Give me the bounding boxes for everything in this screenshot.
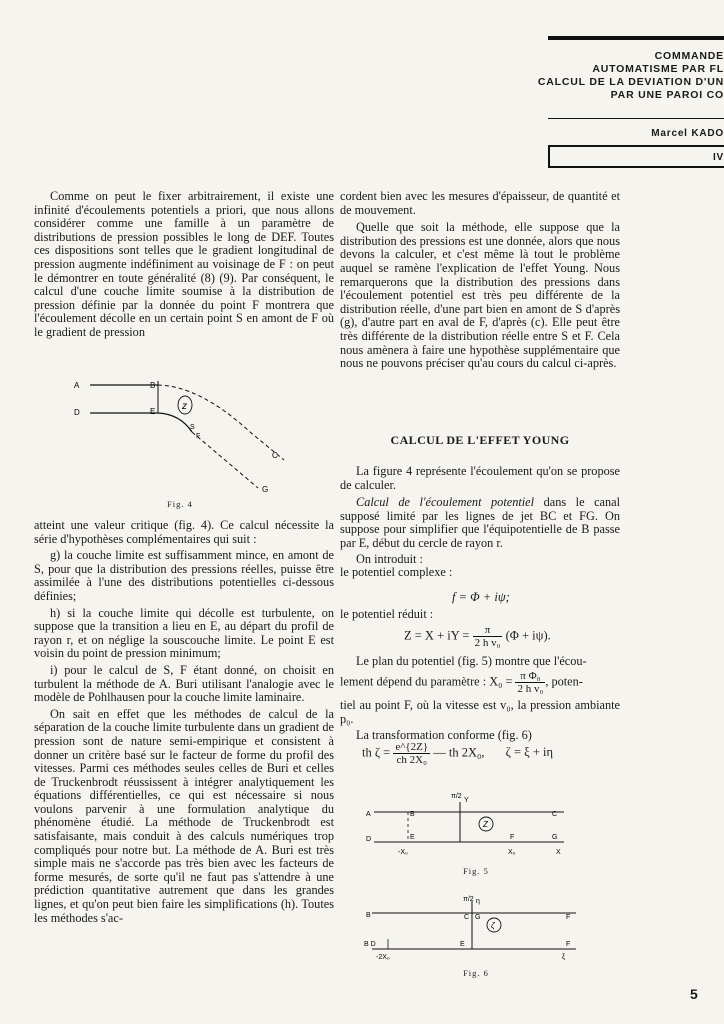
fig4-label-G: G bbox=[262, 485, 269, 494]
paragraph-continued: cordent bien avec les mesures d'épaisseur, de quantité et de mouvement. bbox=[340, 189, 620, 217]
fig6-label-B: B bbox=[366, 912, 371, 919]
fig5-label-B: B bbox=[410, 811, 415, 818]
paragraph-hypotheses: atteint une valeur critique (fig. 4). Ce calcul nécessite la série d'hypothèses complémentaires qui suit : bbox=[34, 518, 334, 546]
fig4-caption: Fig. 4 bbox=[167, 499, 193, 509]
hypothesis-g: g) la couche limite est suffisamment mince, en amont de S, pour que la distribution des pressions réelles, puisse être assimilée à l'une des distributions potentielles ci-dessous définies; bbox=[34, 548, 334, 603]
fig5-label-D: D bbox=[366, 836, 372, 843]
plan-line-3: tiel au point F, où la vitesse est v₀, la pression ambiante p₀. bbox=[340, 698, 620, 726]
paragraph-potential-flow: dans le canal supposé limité par les lignes de jet BC et FG. On suppose pour simplifier que l'équipotentielle de B passe par E, début du cercle de rayon r. bbox=[340, 495, 621, 550]
fig6-label-G: G bbox=[475, 914, 481, 921]
fig6-pi2: π/2 bbox=[463, 896, 474, 903]
fig6-label-zeta: ζ bbox=[491, 921, 495, 930]
article-heading bbox=[424, 50, 724, 102]
potential-flow-lead: Calcul de l'écoulement potentiel bbox=[356, 495, 535, 510]
header-top-rule bbox=[548, 36, 724, 40]
paragraph-figure-intro: La figure 4 représente l'écoulement qu'on se propose de calculer. bbox=[340, 464, 620, 492]
plan-line-1: Le plan du potentiel (fig. 5) montre que l'écou- bbox=[356, 654, 587, 668]
fig5-label-x0: X₀ bbox=[508, 849, 516, 856]
right-column-plan-end bbox=[340, 699, 620, 743]
fig5-label-E: E bbox=[410, 834, 415, 841]
complex-potential-label: le potentiel complexe : bbox=[340, 565, 453, 580]
header-left-rule bbox=[548, 146, 550, 167]
transform-numerator: e^{2Z} bbox=[395, 741, 429, 753]
fig4-label-A: A bbox=[74, 381, 80, 390]
transform-denominator: ch 2X₀ bbox=[396, 754, 427, 766]
parameter-equation bbox=[340, 670, 583, 695]
fig4-label-z: z bbox=[182, 401, 187, 412]
complex-potential-equation: f = Φ + iψ; bbox=[452, 590, 510, 604]
fig6-label-C: C bbox=[464, 914, 470, 921]
heading-line-4: PAR UNE PAROI CO bbox=[610, 89, 724, 101]
reduced-rhs: (Φ + iψ). bbox=[505, 628, 551, 643]
fig5-label-C: C bbox=[552, 811, 558, 818]
fig5-label-Z: Z bbox=[483, 820, 488, 829]
left-column-top bbox=[34, 190, 334, 340]
hypothesis-i: i) pour le calcul de S, F étant donné, on choisit en turbulent la méthode de A. Buri utilisant l'analogie avec le modèle de Pohlhausen pour la couche limite laminaire. bbox=[34, 662, 334, 705]
fig5-label-X: X bbox=[556, 849, 561, 856]
fig5-label-Y: Y bbox=[464, 797, 469, 804]
fig4-label-F: F bbox=[196, 433, 201, 440]
section-title: CALCUL DE L'EFFET YOUNG bbox=[390, 433, 570, 447]
heading-line-2: AUTOMATISME PAR FL bbox=[592, 63, 724, 75]
plan-line-2b: , poten- bbox=[545, 674, 583, 689]
fig5-label-A: A bbox=[366, 811, 371, 818]
left-column-bottom bbox=[34, 519, 334, 925]
fig6-caption: Fig. 6 bbox=[463, 968, 489, 978]
fig6-label-xi: ξ bbox=[562, 954, 566, 961]
transform-rhs: ζ = ξ + iη bbox=[505, 745, 553, 760]
figure-4 bbox=[70, 372, 300, 496]
page-number: 5 bbox=[690, 986, 698, 1002]
fig6-label-BD: B D bbox=[364, 941, 376, 948]
header-mid-rule bbox=[548, 118, 724, 119]
heading-line-3: CALCUL DE LA DEVIATION D'UN bbox=[537, 76, 724, 88]
fig6-label-m2x0: -2X₀ bbox=[376, 954, 390, 961]
fig4-label-C: C bbox=[272, 451, 278, 460]
part-number: IV bbox=[712, 152, 724, 163]
paragraph-intro: Comme on peut le fixer arbitrairement, il existe une infinité d'écoulements potentiels a priori, que nous allons considérer comme une famille à un paramètre de distributions de pression possibles le long de DEF. Toutes ces dispositions sont telles que le gradient longitudinal de pression augmente indéfiniment au voisinage de F : on peut le démontrer en toute généralité (8) (9). Par conséquent, le calcul d'une couche limite soumise à la distribution de pression définie par la donnée du point F montrera que l'écoulement décolle en un certain point S en amont de F où le gradient de pression bbox=[34, 189, 334, 339]
reduced-denominator: 2 h v₀ bbox=[474, 637, 501, 649]
reduced-potential-label: le potentiel réduit : bbox=[340, 607, 434, 621]
fig6-label-eta: η bbox=[476, 898, 480, 905]
plan-denominator: 2 h v₀ bbox=[517, 683, 544, 695]
fig6-label-E: E bbox=[460, 941, 465, 948]
fig4-label-D: D bbox=[74, 408, 80, 417]
right-column-mid bbox=[340, 465, 620, 580]
plan-numerator: π Φ₀ bbox=[515, 670, 545, 683]
fig6-label-F2: F bbox=[566, 941, 571, 948]
reduced-numerator: π bbox=[473, 624, 503, 637]
heading-line-1: COMMANDE bbox=[654, 50, 724, 62]
transform-mid: — th 2X₀, bbox=[433, 745, 485, 760]
paragraph-methods: On sait en effet que les méthodes de calcul de la séparation de la couche limite turbulente dans un gradient de pression sont de nature semi-empirique et consistent à donner un critère basé sur le facteur de forme du profil des vitesses. Parmi ces méthodes seules celles de Buri et celles de Truckenbrodt réussissent à intégrer analytiquement les équations différentielles, ce qui est nécessaire si nous voulons parvenir à une formulation analytique du phénomène étudié. La méthode de Truckenbrodt est satisfaisante, mais conduit à des calculs numériques trop compliqués pour notre but. La méthode de A. Buri est très simple mais ne s'accorde pas très bien avec les facteurs de forme mesurés, de sorte qu'il ne faut pas s'attendre à une prédiction quantitative autrement que dans les grandes lignes, et qu'on peut bien faire les simplifications (h). Toutes les méthodes s'ac- bbox=[34, 706, 334, 925]
fig5-label-G: G bbox=[552, 834, 558, 841]
fig5-pi2: π/2 bbox=[451, 793, 462, 800]
paragraph-method: Quelle que soit la méthode, elle suppose que la distribution des pressions est une donnée, alors que nous devons la calculer, et c'est même là tout le problème auquel se ramène l'explication de l'effet Young. Nous remarquerons que la distribution des pressions dans l'écoulement potentiel est très peu différente de la distribution réelle, d'une part bien en amont de S d'après (g), d'autre part en aval de F, d'après (c). Elle peut être très différente de la distribution réelle entre S et F. Cela nous amènera à faire une hypothèse supplémentaire que nous ne pouvons préciser qu'au cours du calcul ci-après. bbox=[340, 220, 620, 371]
fig5-label-mx0: -X₀ bbox=[398, 849, 408, 856]
fig5-label-F: F bbox=[510, 834, 515, 841]
figure-5 bbox=[364, 786, 584, 858]
reduced-potential-equation bbox=[404, 624, 551, 649]
reduced-lhs: Z = X + iY = bbox=[404, 628, 470, 643]
intro-line: On introduit : bbox=[356, 551, 423, 566]
figure-6 bbox=[362, 893, 586, 963]
right-column-top bbox=[340, 190, 620, 371]
fig5-caption: Fig. 5 bbox=[463, 866, 489, 876]
transform-lhs: th ζ = bbox=[362, 745, 391, 760]
author-name: Marcel KADO bbox=[651, 128, 724, 139]
fig6-label-F: F bbox=[566, 914, 571, 921]
fig4-label-S: S bbox=[190, 424, 195, 431]
right-column-plan bbox=[340, 655, 620, 669]
transform-label: La transformation conforme (fig. 6) bbox=[356, 728, 532, 743]
plan-line-2a: lement dépend du paramètre : X₀ = bbox=[340, 674, 513, 689]
transform-equation bbox=[362, 741, 553, 766]
fig4-label-B: B bbox=[150, 381, 156, 390]
hypothesis-h: h) si la couche limite qui décolle est turbulente, on suppose que la transition a lieu en E, au départ du profil de rayon r, et on néglige la souscouche limite. Le point E est voisin du point de pression minimum; bbox=[34, 605, 334, 661]
fig4-label-E: E bbox=[150, 407, 156, 416]
header-bottom-rule bbox=[548, 166, 724, 168]
header-author-rule bbox=[548, 145, 724, 147]
